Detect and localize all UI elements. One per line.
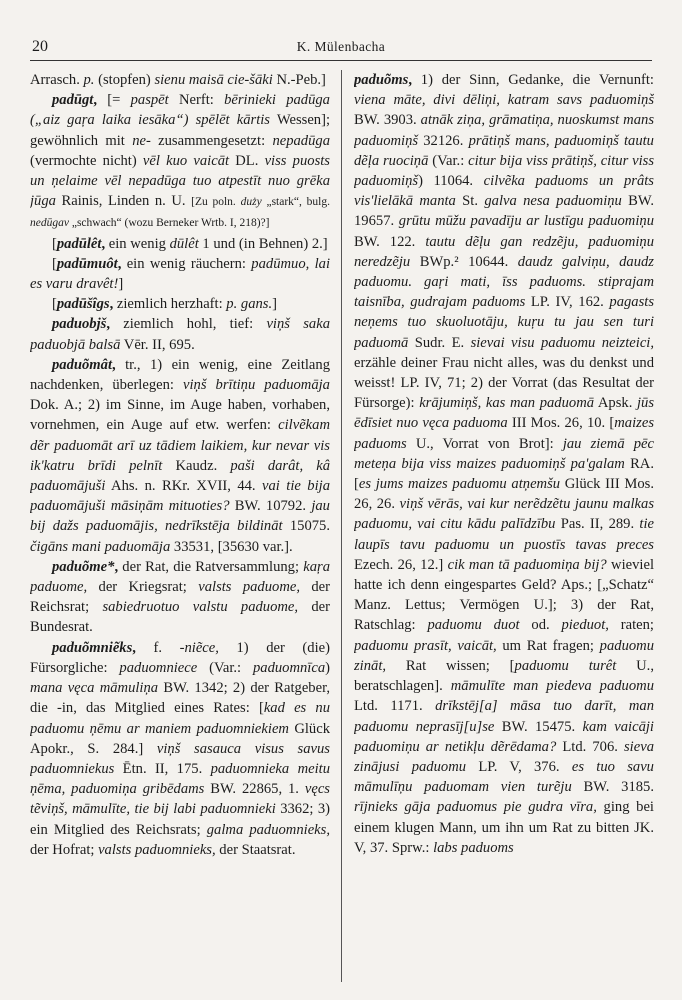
dictionary-entry: [padūmuôt, ein wenig räuchern: padūmuo, lai es varu dravêt!] — [30, 255, 330, 293]
page-header — [30, 38, 652, 61]
dictionary-entry: Arrasch. p. (stopfen) sienu maisā cie-šāki N.-Peb.] — [30, 72, 326, 88]
left-column — [30, 70, 330, 985]
right-column — [354, 70, 654, 985]
dictionary-entry: paduõmniẽks, f. -niẽce, 1) der (die) Fürsorgliche: paduomniece (Var.: paduomnīca) mana vęca māmuliņa BW. 1342; 2) der Ratgeber, die -in, das Mitglied eines Rates: [kad es nu paduomu ņēmu ar maniem paduomniekiem Glück Apokr., S. 284.] viņš sasauca visus savus paduomniekus Ētn. II, 175. paduomnieka meitu ņēma, paduomiņa gribēdams BW. 22865, 1. vęcs tẽviņš, māmulīte, tie bij labi paduomnieki 3362; 3) ein Mitglied des Reichsrats; galma paduomnieks, der Hofrat; valsts paduomnieks, der Staatsrat. — [30, 639, 330, 858]
dictionary-entry: paduõme*, der Rat, die Ratversammlung; kaŗa paduome, der Kriegsrat; valsts paduome, der Reichsrat; sabiedruotuo valstu paduome, der Bundesrat. — [30, 558, 330, 636]
dictionary-entry: paduobjš, ziemlich hohl, tief: viņš saka paduobjā balsā Vēr. II, 695. — [30, 316, 330, 353]
dictionary-entry: [padūlêt, ein wenig dūlêt 1 und (in Behnen) 2.] — [52, 235, 328, 252]
dictionary-entry: [padūšîgs, ziemlich herzhaft: p. gans.] — [52, 296, 277, 313]
column-divider — [341, 70, 342, 982]
running-head: K. Mülenbacha — [296, 39, 386, 54]
dictionary-entry: padūgt, [= paspēt Nerft: bērinieki padūga („aiz gaŗa laika iesāka“) spēlēt kārtis Wessen]; gewöhnlich mit ne- zusammengesetzt: nepadūga (vermochte nicht) vēl kuo vaicāt DL. viss puosts un ņelaime vēl nepadūga tuo atpestīt nuo grēka jūga Rainis, Linden n. U. [Zu poln. duży „stark“, bulg. nedūgav „schwach“ (wozu Berneker Wrtb. I, 218)?] — [30, 92, 330, 230]
page-number: 20 — [32, 38, 48, 55]
dictionary-entry: paduõmât, tr., 1) ein wenig, eine Zeitlang nachdenken, überlegen: viņš brītiņu paduomāja Dok. A.; 2) im Sinne, im Auge haben, vorhaben, vornehmen, ein Auge auf etw. werfen: cilvẽkam dẽr paduomāt arī uz tādiem laikiem, kur nevar vis ik'katru brīdi pelnīt Kaudz. paši darât, kâ paduomājuši Ahs. n. RKr. XVII, 44. vai tie bija paduomājuši māsiņām mituoties? BW. 10792. jau bij dažs paduomājis, nedrīkstēja bildināt 15075. čigāns mani paduomāja 33531, [35630 var.]. — [30, 356, 330, 555]
dictionary-entry: paduõms, 1) der Sinn, Gedanke, die Vernunft: viena māte, divi dēliņi, katram savs paduomiņš BW. 3903. atnāk ziņa, grāmatiņa, nuoskumst mans paduomiņš 32126. prātiņš mans, paduomiņš tautu dẽļa ruociņā (Var.: citur bija viss prātiņš, citur viss paduomiņš) 11064. cilvẽka paduoms un prâts vis'lielākā manta St. galva nesa paduomiņu BW. 19657. grūtu mūžu pavadīju ar lustīgu paduomiņu BW. 122. tautu dẽļu gan redzẽju, paduomiņu neredzẽju BWp.² 10644. daudz galviņu, daudz paduomu. gaŗi mati, īss paduoms. stiprajam taisnība, gudrajam paduoms LP. IV, 162. pagasts neņems tuo skuoluotāju, kuŗu tu jau sen turi paduomā Sudr. E. sievai visu paduomu neizteici, erzähle deiner Frau nicht alles, was du denkst und weisst! LP. IV, 71; 2) der Vorrat (das Resultat der Fürsorge): krājumiņš, kas man paduomā Apsk. jūs ēdīsiet nuo vęca paduoma III Mos. 26, 10. [maizes paduoms U., Vorrat von Brot]: jau ziemā pēc meteņa bija viss maizes paduomiņš pa'galam RA. [es jums maizes paduomu atņemšu Glück III Mos. 26, 26. viņš vērās, vai kur nerẽdzẽtu jaunu malkas paduomu, vai citu kādu palīdzību Pas. II, 289. tie laupīs tavu paduomu un puostīs tavas preces Ezech. 26, 12.] cik man tā paduomiņa bij? wieviel hatte ich denn eingespartes Geld? Aps.; [„Schatz“ Manz. Lettus; Vermögen U.]; 3) der Rat, Ratschlag: paduomu duot od. pieduot, raten; paduomu prasīt, vaicāt, um Rat fragen; paduomu zināt, Rat wissen; [paduomu turêt U., beratschlagen]. māmulīte man piedeva paduomu Ltd. 1171. drīkstēj[a] māsa tuo darīt, man paduomu neprasīj[u]se BW. 15475. kam vaicāji paduomiņu ar netikļu dẽrēdama? Ltd. 706. sieva zinājusi paduomu LP. V, 376. es tuo savu māmulīņu paduomam vien turẽju BW. 3185. rījnieks gāja paduomus pie gudra vīra, ging bei einem klugen Mann, um ihn um Rat zu bitten JK. V, 37. Sprw.: labs paduoms — [354, 72, 654, 856]
